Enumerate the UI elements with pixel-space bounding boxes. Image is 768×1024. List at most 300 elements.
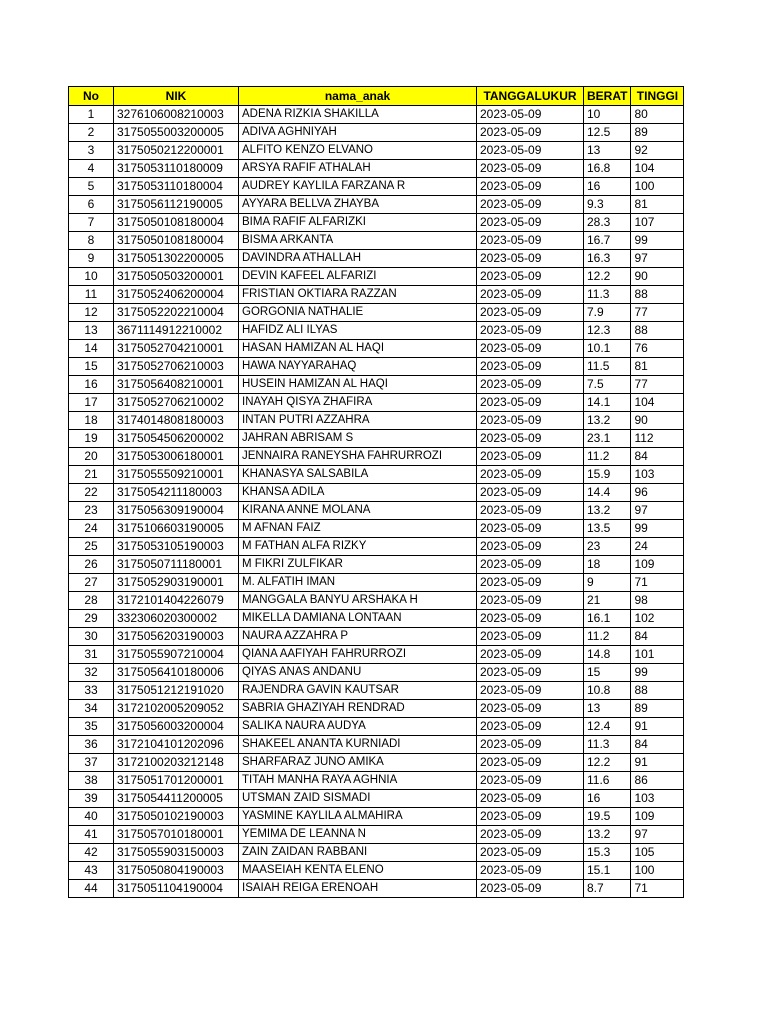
measure-date-cell: 2023-05-09 [477, 448, 584, 466]
row-number: 8 [69, 232, 114, 250]
weight-cell: 8.7 [584, 880, 631, 898]
row-number: 6 [69, 196, 114, 214]
measure-date-cell: 2023-05-09 [477, 196, 584, 214]
weight-cell: 13.2 [584, 412, 631, 430]
height-cell: 84 [631, 628, 684, 646]
table-row [69, 178, 684, 196]
child-name-cell: ADENA RIZKIA SHAKILLA [239, 106, 477, 124]
measure-date-cell: 2023-05-09 [477, 520, 584, 538]
weight-cell: 23.1 [584, 430, 631, 448]
nik-cell: 3175052706210003 [114, 358, 239, 376]
table-row [69, 142, 684, 160]
weight-cell: 16 [584, 790, 631, 808]
row-number: 37 [69, 754, 114, 772]
row-number: 21 [69, 466, 114, 484]
height-cell: 104 [631, 394, 684, 412]
table-row [69, 826, 684, 844]
weight-cell: 23 [584, 538, 631, 556]
row-number: 25 [69, 538, 114, 556]
table-row [69, 376, 684, 394]
measure-date-cell: 2023-05-09 [477, 430, 584, 448]
nik-cell: 3172104101202096 [114, 736, 239, 754]
measure-date-cell: 2023-05-09 [477, 322, 584, 340]
table-header [69, 87, 684, 106]
measure-date-cell: 2023-05-09 [477, 178, 584, 196]
row-number: 32 [69, 664, 114, 682]
table-row [69, 250, 684, 268]
child-name-cell: ARSYA RAFIF ATHALAH [239, 160, 477, 178]
height-cell: 99 [631, 232, 684, 250]
header-nik: NIK [114, 87, 239, 106]
measure-date-cell: 2023-05-09 [477, 574, 584, 592]
child-name-cell: HAFIDZ ALI ILYAS [239, 322, 477, 340]
measure-date-cell: 2023-05-09 [477, 790, 584, 808]
measure-date-cell: 2023-05-09 [477, 214, 584, 232]
row-number: 33 [69, 682, 114, 700]
height-cell: 107 [631, 214, 684, 232]
measure-date-cell: 2023-05-09 [477, 160, 584, 178]
row-number: 20 [69, 448, 114, 466]
header-berat: BERAT [584, 87, 631, 106]
row-number: 35 [69, 718, 114, 736]
weight-cell: 16.3 [584, 250, 631, 268]
header-tinggi: TINGGI [631, 87, 684, 106]
nik-cell: 3175055903150003 [114, 844, 239, 862]
weight-cell: 11.2 [584, 628, 631, 646]
height-cell: 88 [631, 682, 684, 700]
row-number: 1 [69, 106, 114, 124]
table-row [69, 556, 684, 574]
child-name-cell: INAYAH QISYA ZHAFIRA [239, 394, 477, 412]
height-cell: 105 [631, 844, 684, 862]
height-cell: 100 [631, 862, 684, 880]
row-number: 19 [69, 430, 114, 448]
header-tanggal-ukur: TANGGALUKUR [477, 87, 584, 106]
row-number: 3 [69, 142, 114, 160]
weight-cell: 11.2 [584, 448, 631, 466]
nik-cell: 3175050108180004 [114, 232, 239, 250]
nik-cell: 3175055907210004 [114, 646, 239, 664]
child-name-cell: SHAKEEL ANANTA KURNIADI [239, 736, 477, 754]
child-name-cell: ALFITO KENZO ELVANO [239, 142, 477, 160]
child-name-cell: RAJENDRA GAVIN KAUTSAR [239, 682, 477, 700]
row-number: 31 [69, 646, 114, 664]
measure-date-cell: 2023-05-09 [477, 394, 584, 412]
child-name-cell: JENNAIRA RANEYSHA FAHRURROZI [239, 448, 477, 466]
nik-cell: 3175056203190003 [114, 628, 239, 646]
height-cell: 97 [631, 502, 684, 520]
height-cell: 89 [631, 700, 684, 718]
child-name-cell: UTSMAN ZAID SISMADI [239, 790, 477, 808]
weight-cell: 28.3 [584, 214, 631, 232]
height-cell: 84 [631, 448, 684, 466]
row-number: 44 [69, 880, 114, 898]
row-number: 42 [69, 844, 114, 862]
measure-date-cell: 2023-05-09 [477, 862, 584, 880]
height-cell: 97 [631, 250, 684, 268]
child-name-cell: NAURA AZZAHRA P [239, 628, 477, 646]
weight-cell: 16.8 [584, 160, 631, 178]
height-cell: 90 [631, 268, 684, 286]
weight-cell: 12.5 [584, 124, 631, 142]
table-row [69, 160, 684, 178]
row-number: 17 [69, 394, 114, 412]
measure-date-cell: 2023-05-09 [477, 664, 584, 682]
weight-cell: 13 [584, 142, 631, 160]
height-cell: 100 [631, 178, 684, 196]
measure-date-cell: 2023-05-09 [477, 610, 584, 628]
measure-date-cell: 2023-05-09 [477, 700, 584, 718]
nik-cell: 3175053105190003 [114, 538, 239, 556]
table-row [69, 484, 684, 502]
measure-date-cell: 2023-05-09 [477, 772, 584, 790]
row-number: 7 [69, 214, 114, 232]
height-cell: 99 [631, 520, 684, 538]
measure-date-cell: 2023-05-09 [477, 232, 584, 250]
nik-cell: 3175050711180001 [114, 556, 239, 574]
height-cell: 98 [631, 592, 684, 610]
table-row [69, 466, 684, 484]
row-number: 24 [69, 520, 114, 538]
table-row [69, 340, 684, 358]
height-cell: 91 [631, 718, 684, 736]
row-number: 28 [69, 592, 114, 610]
weight-cell: 9.3 [584, 196, 631, 214]
child-name-cell: TITAH MANHA RAYA AGHNIA [239, 772, 477, 790]
nik-cell: 3175056112190005 [114, 196, 239, 214]
child-name-cell: QIYAS ANAS ANDANU [239, 664, 477, 682]
weight-cell: 16 [584, 178, 631, 196]
nik-cell: 3671114912210002 [114, 322, 239, 340]
measure-date-cell: 2023-05-09 [477, 106, 584, 124]
weight-cell: 13.2 [584, 502, 631, 520]
table-row [69, 772, 684, 790]
nik-cell: 3175052903190001 [114, 574, 239, 592]
child-name-cell: SALIKA NAURA AUDYA [239, 718, 477, 736]
measure-date-cell: 2023-05-09 [477, 358, 584, 376]
weight-cell: 16.7 [584, 232, 631, 250]
row-number: 22 [69, 484, 114, 502]
row-number: 23 [69, 502, 114, 520]
row-number: 5 [69, 178, 114, 196]
row-number: 43 [69, 862, 114, 880]
measure-date-cell: 2023-05-09 [477, 484, 584, 502]
height-cell: 101 [631, 646, 684, 664]
weight-cell: 14.1 [584, 394, 631, 412]
height-cell: 103 [631, 466, 684, 484]
height-cell: 81 [631, 358, 684, 376]
child-name-cell: MAASEIAH KENTA ELENO [239, 862, 477, 880]
weight-cell: 21 [584, 592, 631, 610]
table-row [69, 502, 684, 520]
table-row [69, 124, 684, 142]
child-name-cell: M FIKRI ZULFIKAR [239, 556, 477, 574]
weight-cell: 12.4 [584, 718, 631, 736]
child-name-cell: M FATHAN ALFA RIZKY [239, 538, 477, 556]
measure-date-cell: 2023-05-09 [477, 538, 584, 556]
table-row [69, 412, 684, 430]
table-row [69, 574, 684, 592]
weight-cell: 12.3 [584, 322, 631, 340]
child-name-cell: JAHRAN ABRISAM S [239, 430, 477, 448]
table-row [69, 268, 684, 286]
weight-cell: 13.5 [584, 520, 631, 538]
nik-cell: 3175051104190004 [114, 880, 239, 898]
weight-cell: 10.8 [584, 682, 631, 700]
table-row [69, 646, 684, 664]
table-row [69, 196, 684, 214]
nik-cell: 3175050108180004 [114, 214, 239, 232]
table-row [69, 538, 684, 556]
weight-cell: 19.5 [584, 808, 631, 826]
table-body [69, 106, 684, 898]
nik-cell: 3175056309190004 [114, 502, 239, 520]
weight-cell: 11.3 [584, 736, 631, 754]
measure-date-cell: 2023-05-09 [477, 556, 584, 574]
measure-date-cell: 2023-05-09 [477, 808, 584, 826]
height-cell: 88 [631, 286, 684, 304]
nik-cell: 3175050102190003 [114, 808, 239, 826]
weight-cell: 11.5 [584, 358, 631, 376]
table-row [69, 790, 684, 808]
height-cell: 89 [631, 124, 684, 142]
measure-date-cell: 2023-05-09 [477, 754, 584, 772]
nik-cell: 3175054506200002 [114, 430, 239, 448]
table-row [69, 232, 684, 250]
height-cell: 88 [631, 322, 684, 340]
measure-date-cell: 2023-05-09 [477, 466, 584, 484]
height-cell: 71 [631, 880, 684, 898]
row-number: 39 [69, 790, 114, 808]
nik-cell: 3175052706210002 [114, 394, 239, 412]
table-row [69, 880, 684, 898]
nik-cell: 3175057010180001 [114, 826, 239, 844]
weight-cell: 12.2 [584, 754, 631, 772]
measure-date-cell: 2023-05-09 [477, 304, 584, 322]
weight-cell: 15 [584, 664, 631, 682]
table-row [69, 700, 684, 718]
row-number: 9 [69, 250, 114, 268]
weight-cell: 12.2 [584, 268, 631, 286]
measure-date-cell: 2023-05-09 [477, 844, 584, 862]
measure-date-cell: 2023-05-09 [477, 826, 584, 844]
height-cell: 77 [631, 376, 684, 394]
row-number: 12 [69, 304, 114, 322]
nik-cell: 3175053110180009 [114, 160, 239, 178]
child-name-cell: YEMIMA DE LEANNA N [239, 826, 477, 844]
child-name-cell: GORGONIA NATHALIE [239, 304, 477, 322]
nik-cell: 3175055003200005 [114, 124, 239, 142]
child-name-cell: BIMA RAFIF ALFARIZKI [239, 214, 477, 232]
height-cell: 71 [631, 574, 684, 592]
nik-cell: 3175052202210004 [114, 304, 239, 322]
row-number: 36 [69, 736, 114, 754]
weight-cell: 15.3 [584, 844, 631, 862]
weight-cell: 11.6 [584, 772, 631, 790]
table-row [69, 610, 684, 628]
table-row [69, 286, 684, 304]
height-cell: 109 [631, 556, 684, 574]
row-number: 13 [69, 322, 114, 340]
child-name-cell: ZAIN ZAIDAN RABBANI [239, 844, 477, 862]
child-name-cell: HAWA NAYYARAHAQ [239, 358, 477, 376]
row-number: 30 [69, 628, 114, 646]
weight-cell: 14.4 [584, 484, 631, 502]
child-name-cell: AYYARA BELLVA ZHAYBA [239, 196, 477, 214]
nik-cell: 3175050503200001 [114, 268, 239, 286]
child-name-cell: MANGGALA BANYU ARSHAKA H [239, 592, 477, 610]
child-name-cell: AUDREY KAYLILA FARZANA R [239, 178, 477, 196]
nik-cell: 3175056003200004 [114, 718, 239, 736]
row-number: 40 [69, 808, 114, 826]
measure-date-cell: 2023-05-09 [477, 268, 584, 286]
height-cell: 104 [631, 160, 684, 178]
measure-date-cell: 2023-05-09 [477, 250, 584, 268]
height-cell: 97 [631, 826, 684, 844]
child-name-cell: QIANA AAFIYAH FAHRURROZI [239, 646, 477, 664]
measure-date-cell: 2023-05-09 [477, 286, 584, 304]
height-cell: 102 [631, 610, 684, 628]
nik-cell: 3174014808180003 [114, 412, 239, 430]
nik-cell: 3175051701200001 [114, 772, 239, 790]
weight-cell: 13.2 [584, 826, 631, 844]
table-row [69, 682, 684, 700]
measure-date-cell: 2023-05-09 [477, 340, 584, 358]
table-row [69, 520, 684, 538]
nik-cell: 3172102005209052 [114, 700, 239, 718]
header-row [69, 87, 684, 106]
row-number: 2 [69, 124, 114, 142]
table-row [69, 664, 684, 682]
table-row [69, 736, 684, 754]
nik-cell: 3172100203212148 [114, 754, 239, 772]
row-number: 18 [69, 412, 114, 430]
measure-date-cell: 2023-05-09 [477, 736, 584, 754]
child-name-cell: INTAN PUTRI AZZAHRA [239, 412, 477, 430]
row-number: 29 [69, 610, 114, 628]
height-cell: 103 [631, 790, 684, 808]
row-number: 38 [69, 772, 114, 790]
child-name-cell: M AFNAN FAIZ [239, 520, 477, 538]
measure-date-cell: 2023-05-09 [477, 682, 584, 700]
child-name-cell: FRISTIAN OKTIARA RAZZAN [239, 286, 477, 304]
child-name-cell: HUSEIN HAMIZAN AL HAQI [239, 376, 477, 394]
row-number: 14 [69, 340, 114, 358]
header-no: No [69, 87, 114, 106]
weight-cell: 9 [584, 574, 631, 592]
height-cell: 77 [631, 304, 684, 322]
measure-date-cell: 2023-05-09 [477, 646, 584, 664]
row-number: 16 [69, 376, 114, 394]
height-cell: 24 [631, 538, 684, 556]
height-cell: 81 [631, 196, 684, 214]
nik-cell: 3175051302200005 [114, 250, 239, 268]
weight-cell: 15.1 [584, 862, 631, 880]
table-row [69, 754, 684, 772]
weight-cell: 16.1 [584, 610, 631, 628]
data-table [68, 86, 684, 898]
row-number: 11 [69, 286, 114, 304]
measure-date-cell: 2023-05-09 [477, 502, 584, 520]
table-row [69, 628, 684, 646]
height-cell: 112 [631, 430, 684, 448]
nik-cell: 3276106008210003 [114, 106, 239, 124]
nik-cell: 3172101404226079 [114, 592, 239, 610]
measure-date-cell: 2023-05-09 [477, 142, 584, 160]
child-name-cell: MIKELLA DAMIANA LONTAAN [239, 610, 477, 628]
table-row [69, 718, 684, 736]
table-row [69, 430, 684, 448]
row-number: 41 [69, 826, 114, 844]
child-name-cell: ISAIAH REIGA ERENOAH [239, 880, 477, 898]
height-cell: 96 [631, 484, 684, 502]
child-name-cell: SABRIA GHAZIYAH RENDRAD [239, 700, 477, 718]
height-cell: 86 [631, 772, 684, 790]
row-number: 26 [69, 556, 114, 574]
weight-cell: 10 [584, 106, 631, 124]
table-row [69, 358, 684, 376]
row-number: 10 [69, 268, 114, 286]
nik-cell: 3175054411200005 [114, 790, 239, 808]
nik-cell: 3175053110180004 [114, 178, 239, 196]
child-name-cell: ADIVA AGHNIYAH [239, 124, 477, 142]
measure-date-cell: 2023-05-09 [477, 376, 584, 394]
measure-date-cell: 2023-05-09 [477, 880, 584, 898]
table-row [69, 106, 684, 124]
table-row [69, 214, 684, 232]
height-cell: 92 [631, 142, 684, 160]
child-name-cell: BISMA ARKANTA [239, 232, 477, 250]
weight-cell: 13 [584, 700, 631, 718]
child-name-cell: KHANSA ADILA [239, 484, 477, 502]
weight-cell: 10.1 [584, 340, 631, 358]
measure-date-cell: 2023-05-09 [477, 592, 584, 610]
row-number: 34 [69, 700, 114, 718]
row-number: 4 [69, 160, 114, 178]
table-row [69, 322, 684, 340]
nik-cell: 332306020300002 [114, 610, 239, 628]
table-row [69, 844, 684, 862]
weight-cell: 18 [584, 556, 631, 574]
nik-cell: 3175052406200004 [114, 286, 239, 304]
weight-cell: 7.5 [584, 376, 631, 394]
nik-cell: 3175056408210001 [114, 376, 239, 394]
child-name-cell: DEVIN KAFEEL ALFARIZI [239, 268, 477, 286]
table-row [69, 808, 684, 826]
measure-date-cell: 2023-05-09 [477, 718, 584, 736]
table-row [69, 592, 684, 610]
height-cell: 91 [631, 754, 684, 772]
table-row [69, 394, 684, 412]
nik-cell: 3175055509210001 [114, 466, 239, 484]
height-cell: 90 [631, 412, 684, 430]
height-cell: 99 [631, 664, 684, 682]
measure-date-cell: 2023-05-09 [477, 412, 584, 430]
child-name-cell: DAVINDRA ATHALLAH [239, 250, 477, 268]
height-cell: 80 [631, 106, 684, 124]
measure-date-cell: 2023-05-09 [477, 124, 584, 142]
child-name-cell: SHARFARAZ JUNO AMIKA [239, 754, 477, 772]
nik-cell: 3175054211180003 [114, 484, 239, 502]
nik-cell: 3175050804190003 [114, 862, 239, 880]
height-cell: 76 [631, 340, 684, 358]
table-row [69, 862, 684, 880]
nik-cell: 3175106603190005 [114, 520, 239, 538]
child-name-cell: HASAN HAMIZAN AL HAQI [239, 340, 477, 358]
child-name-cell: KIRANA ANNE MOLANA [239, 502, 477, 520]
child-name-cell: M. ALFATIH IMAN [239, 574, 477, 592]
height-cell: 109 [631, 808, 684, 826]
